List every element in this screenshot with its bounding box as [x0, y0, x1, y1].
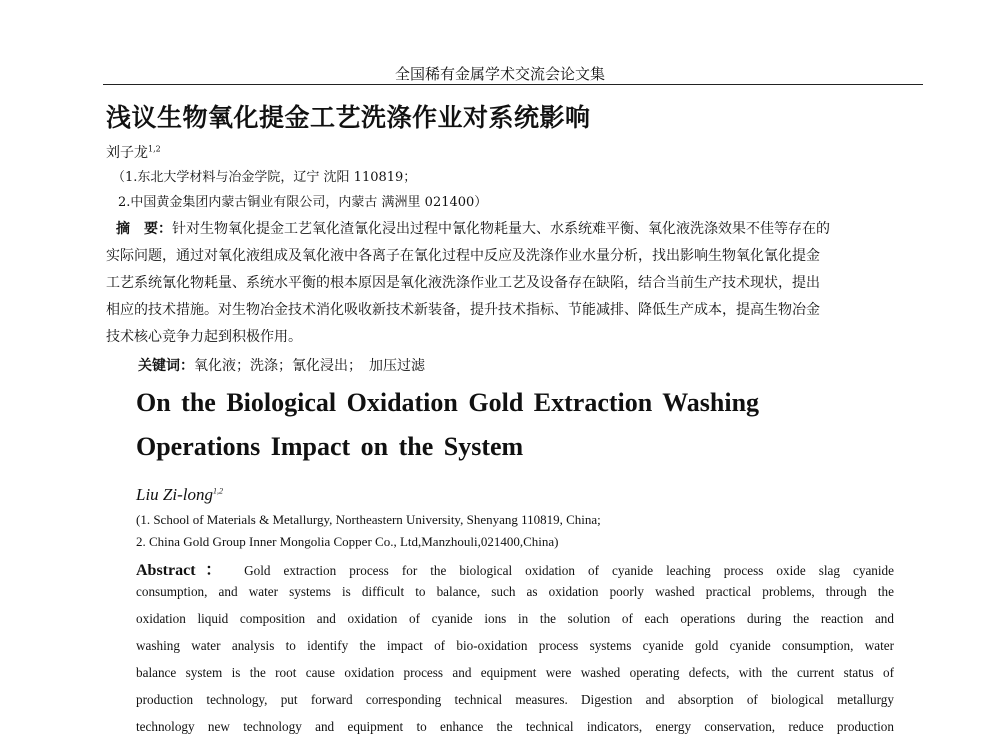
- english-abstract-line: production technology, put forward corresponding technical measures. Digestion and absorption of biological metallurgy: [136, 692, 894, 707]
- chinese-author-name: 刘子龙: [106, 145, 148, 161]
- chinese-author: [106, 142, 161, 162]
- header-rule: [103, 84, 923, 85]
- chinese-abstract-line: 实际问题，通过对氧化液组成及氧化液中各离子在氰化过程中反应及洗涤作业水量分析，找出影响生物氧化氰化提金: [106, 248, 820, 264]
- chinese-abstract-label: 摘 要：: [116, 221, 172, 237]
- running-head: 全国稀有金属学术交流会论文集: [394, 65, 605, 83]
- chinese-keywords-label: 关键词：: [138, 358, 194, 374]
- chinese-author-superscript: 1,2: [148, 144, 161, 154]
- english-abstract-line: consumption, and water systems is difficult to balance, such as oxidation poorly washed practical problems, through the: [136, 584, 894, 599]
- chinese-abstract-line: 技术核心竞争力起到积极作用。: [106, 329, 302, 345]
- english-abstract-line: balance system is the root cause oxidation process and equipment were washed operating defects, with the current status of: [136, 665, 894, 680]
- chinese-affiliation-2: 2.中国黄金集团内蒙古铜业有限公司，内蒙古 满洲里 021400）: [118, 195, 488, 210]
- english-title-line-1: On the Biological Oxidation Gold Extraction Washing: [136, 388, 760, 417]
- english-title-line-2: Operations Impact on the System: [136, 432, 524, 461]
- english-abstract-label: Abstract：: [136, 562, 232, 579]
- chinese-affiliation-1: （1.东北大学材料与冶金学院，辽宁 沈阳 110819；: [112, 170, 417, 185]
- english-affiliation-1: (1. School of Materials & Metallurgy, Northeastern University, Shenyang 110819, China;: [136, 512, 601, 527]
- english-author: [136, 485, 223, 505]
- english-abstract-text: Gold extraction process for the biological oxidation of cyanide leaching process oxide slag cyanide: [244, 563, 895, 578]
- chinese-keywords-text: 氧化液；洗涤；氰化浸出； 加压过滤: [194, 358, 425, 374]
- english-affiliation-2: 2. China Gold Group Inner Mongolia Copper Co., Ltd,Manzhouli,021400,China): [136, 534, 559, 549]
- chinese-abstract-line: 工艺系统氰化物耗量、系统水平衡的根本原因是氧化液洗涤作业工艺及设备存在缺陷，结合当前生产技术现状，提出: [106, 275, 820, 291]
- english-abstract-line: washing water analysis to identify the impact of bio-oxidation process systems cyanide gold cyanide consumption, water: [136, 638, 894, 653]
- chinese-abstract-line: 相应的技术措施。对生物冶金技术消化吸收新技术新装备，提升技术指标、节能减排、降低生产成本，提高生物冶金: [106, 302, 820, 318]
- chinese-keywords: [138, 355, 425, 375]
- english-author-superscript: 1,2: [213, 486, 223, 496]
- chinese-abstract-line: [116, 218, 830, 238]
- chinese-abstract-text: 针对生物氧化提金工艺氧化渣氰化浸出过程中氰化物耗量大、水系统难平衡、氧化液洗涤效果不佳等存在的: [172, 221, 830, 237]
- english-abstract-line: oxidation liquid composition and oxidation of cyanide ions in the solution of each operations during the reaction and: [136, 611, 894, 626]
- english-author-name: Liu Zi-long: [136, 485, 213, 504]
- english-abstract-line: [136, 557, 894, 580]
- chinese-title: 浅议生物氧化提金工艺洗涤作业对系统影响: [106, 103, 591, 132]
- english-abstract-line: technology new technology and equipment to enhance the technical indicators, energy conservation, reduce production: [136, 719, 894, 734]
